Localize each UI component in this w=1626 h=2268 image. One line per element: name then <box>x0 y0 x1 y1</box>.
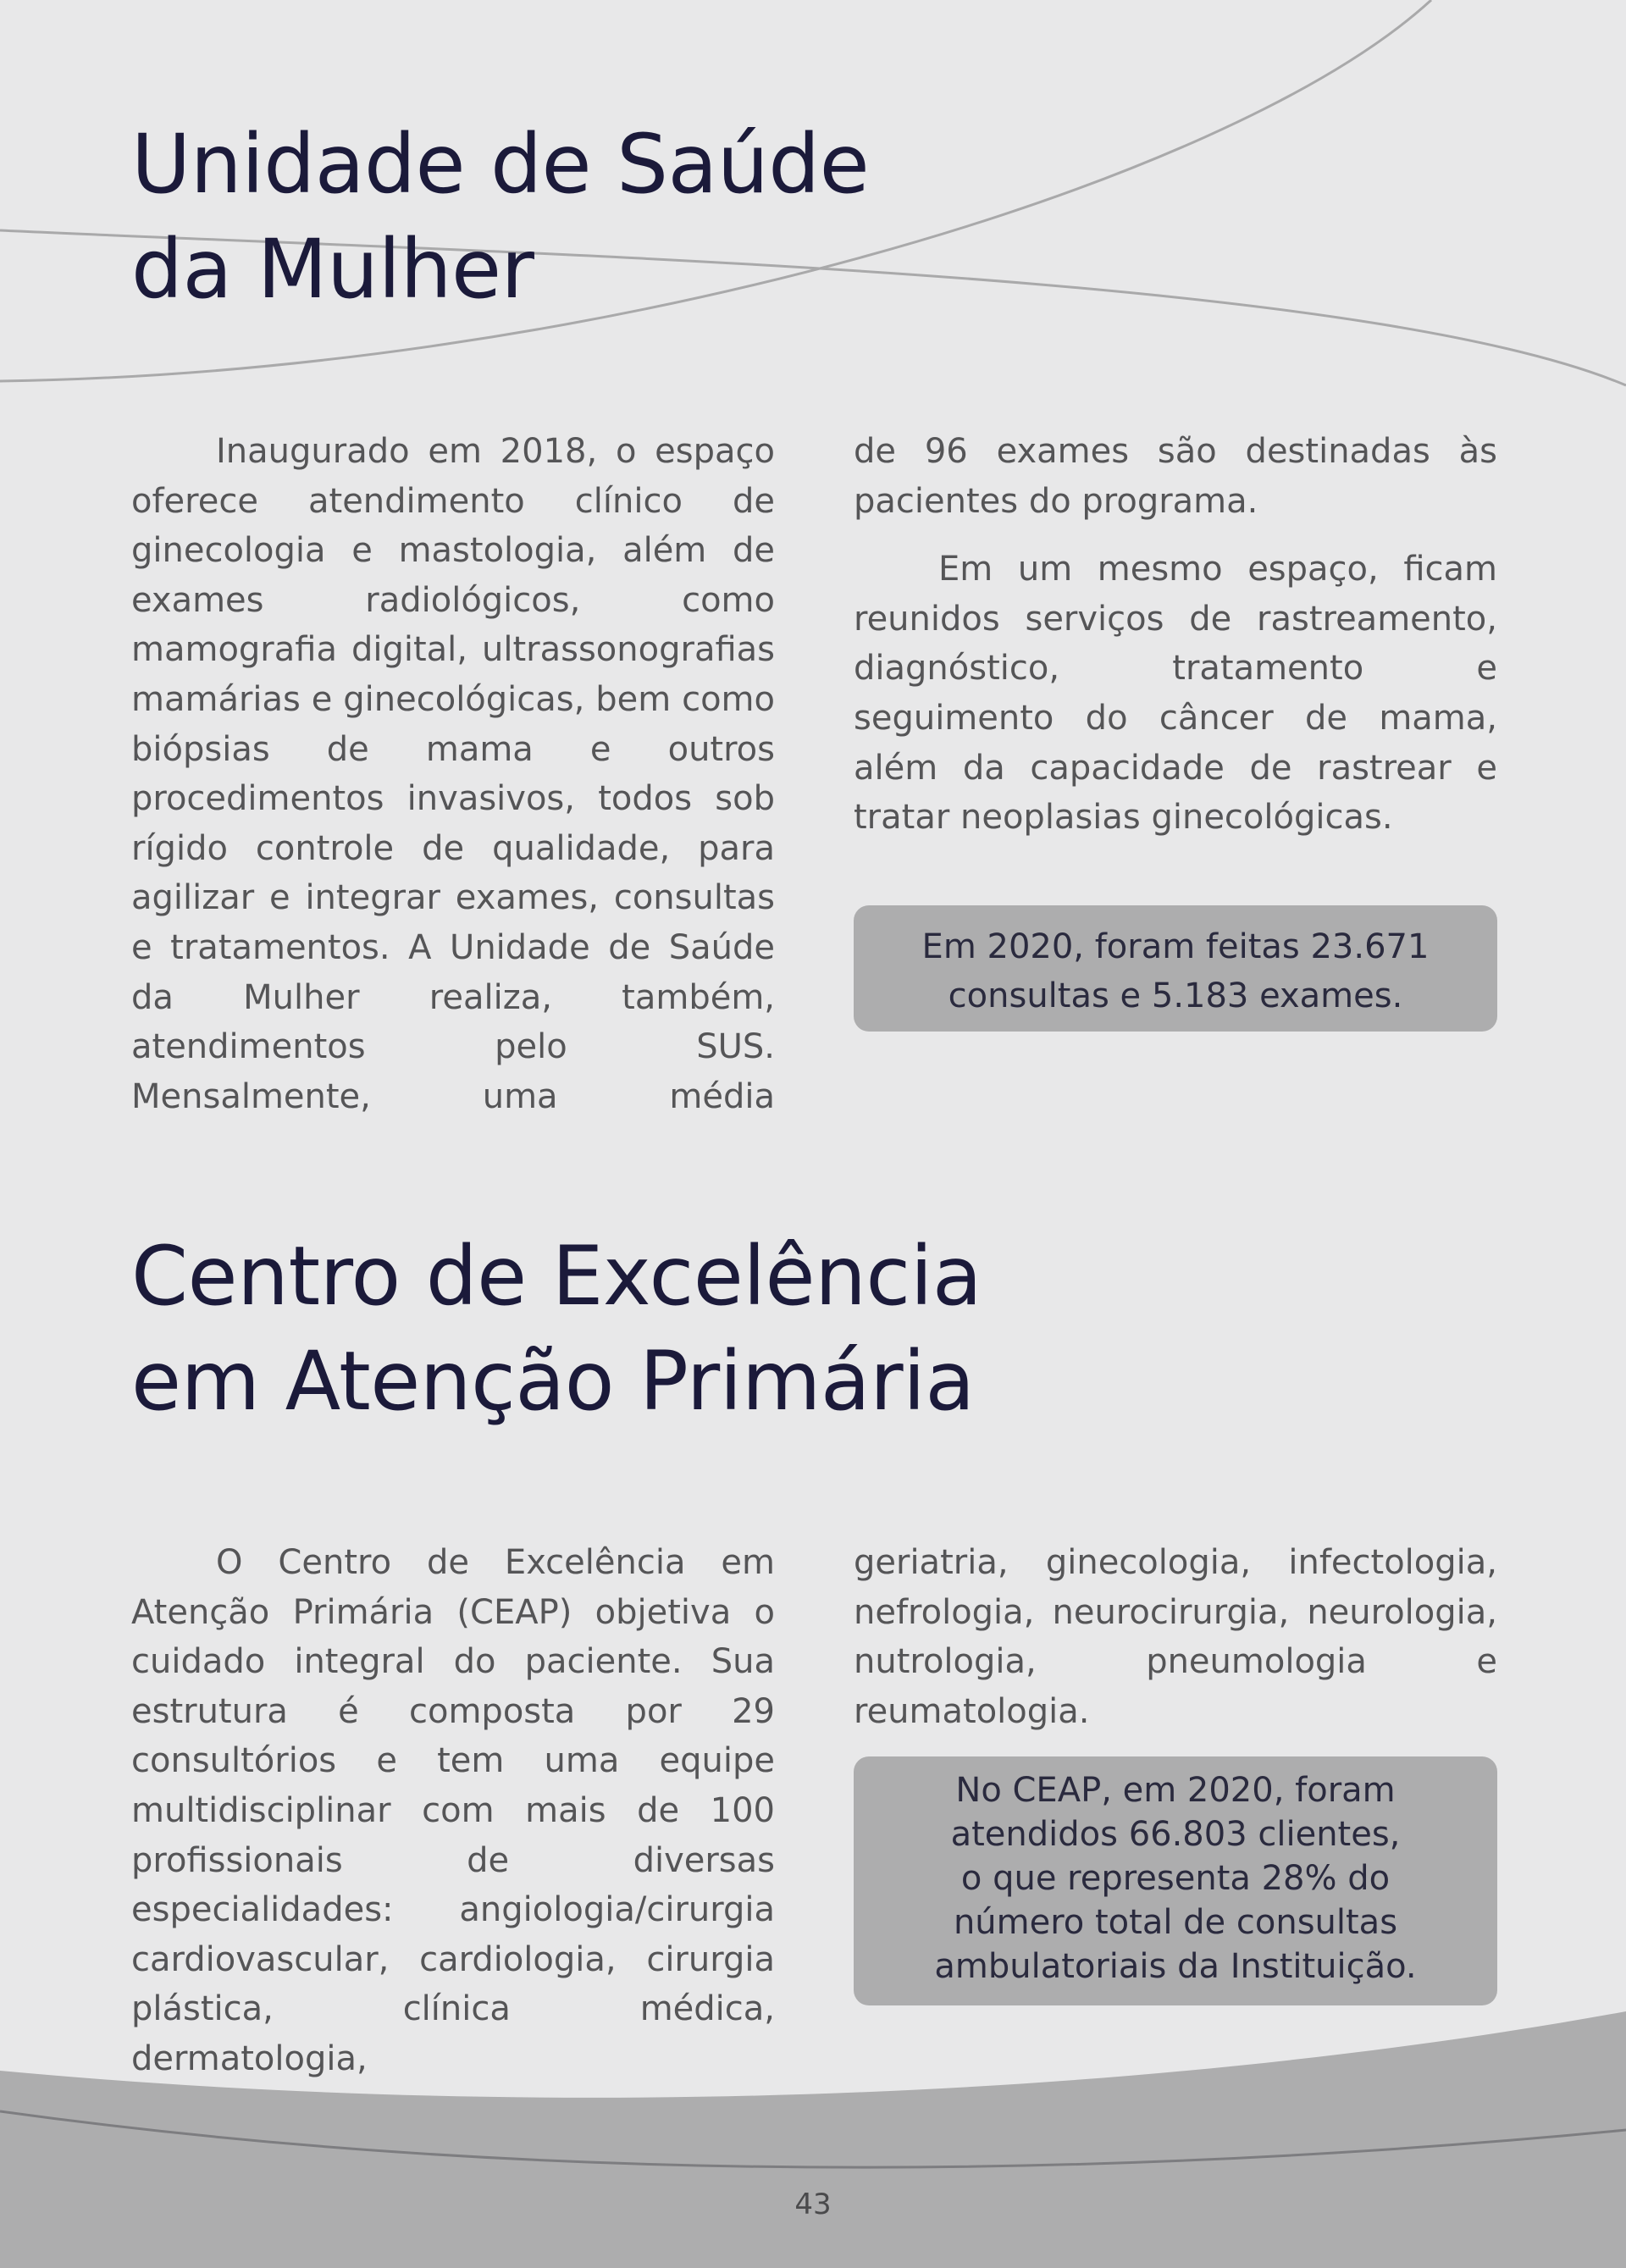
heading-line: Centro de Excelência <box>131 1229 982 1324</box>
paragraph: O Centro de Excelência em Atenção Primária (CEAP) objetiva o cuidado integral do paciente. Sua estrutura é composta por 29 consultórios e tem uma equipe multidisciplinar com mais de 100 profissionais de diversas especialidades: angiologia/cirurgia cardiovascular, cardiologia, cirurgia plástica, clínica médica, dermatologia, <box>131 1543 775 2078</box>
highlight-line: Em 2020, foram feitas 23.671 <box>921 927 1430 966</box>
paragraph: Inaugurado em 2018, o espaço oferece atendimento clínico de ginecologia e mastologia, além de exames radiológicos, como mamografia digital, ultrassonografias mamárias e ginecológicas, bem como biópsias de mama e outros procedimentos invasivos, todos sob rígido controle de qualidade, para agilizar e integrar exames, consultas e tratamentos. A Unidade de Saúde da Mulher realiza, também, atendimentos pelo SUS. Mensalmente, uma média <box>131 432 775 1116</box>
heading-line: da Mulher <box>131 222 534 317</box>
highlight-line: atendidos 66.803 clientes, <box>950 1815 1401 1854</box>
paragraph: geriatria, ginecologia, infectologia, nefrologia, neurocirurgia, neurologia, nutrologia, pneumologia e reumatologia. <box>854 1543 1497 1731</box>
page-number: 43 <box>794 2188 832 2221</box>
paragraph: de 96 exames são destinadas às pacientes do programa. <box>854 432 1497 521</box>
heading-line: Unidade de Saúde <box>131 117 870 212</box>
section-heading <box>131 112 869 322</box>
highlight-box <box>854 905 1497 1032</box>
highlight-line: número total de consultas <box>953 1903 1398 1942</box>
highlight-line: o que representa 28% do <box>960 1859 1391 1898</box>
left-column-text <box>131 427 775 1121</box>
section-heading <box>131 1224 982 1434</box>
paragraph: Em um mesmo espaço, ficam reunidos serviços de rastreamento, diagnóstico, tratamento e seguimento do câncer de mama, além da capacidade de rastrear e tratar neoplasias ginecológicas. <box>854 550 1497 838</box>
heading-line: em Atenção Primária <box>131 1334 975 1429</box>
highlight-box <box>854 1756 1497 2005</box>
right-column-text <box>854 427 1497 843</box>
left-column-text <box>131 1538 775 2084</box>
highlight-line: consultas e 5.183 exames. <box>948 976 1403 1015</box>
highlight-line: No CEAP, em 2020, foram <box>955 1771 1396 1810</box>
highlight-line: ambulatoriais da Instituição. <box>934 1947 1417 1986</box>
right-column-text <box>854 1538 1497 1736</box>
